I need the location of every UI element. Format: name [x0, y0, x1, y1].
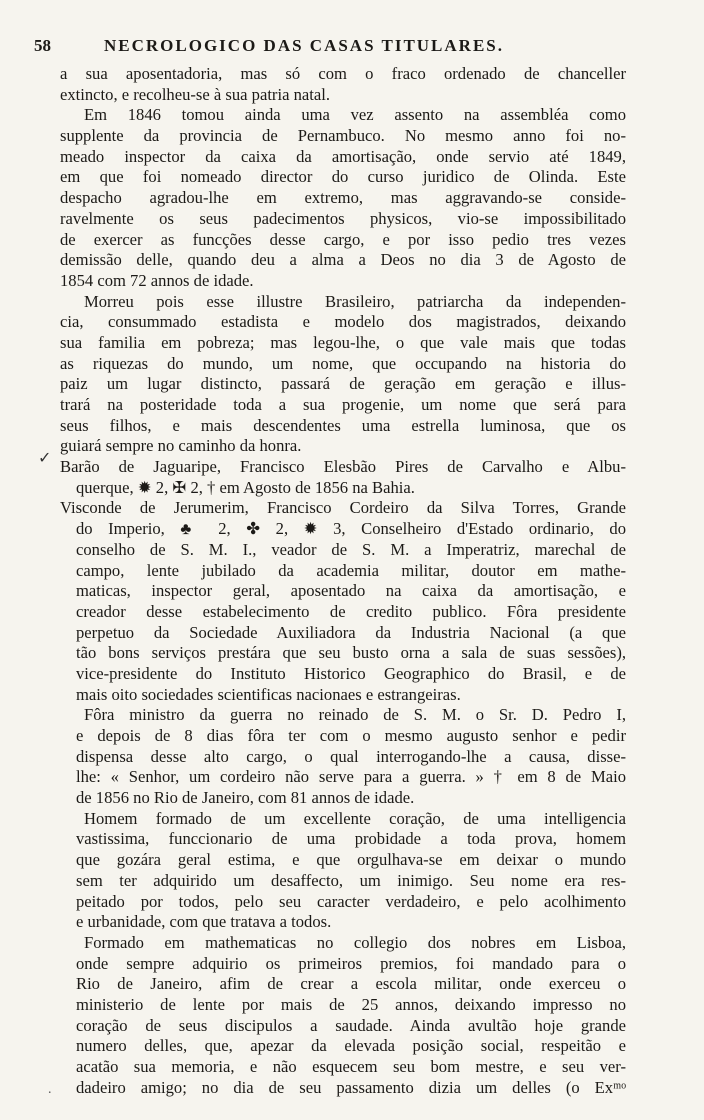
text-line: vastissima, funccionario de uma probidade a toda prova, homem — [76, 829, 626, 849]
text-line: dispensa desse alto cargo, o qual interrogando-lhe a causa, disse- — [76, 746, 626, 766]
text-line: perpetuo da Sociedade Auxiliadora da Industria Nacional (a que — [76, 622, 626, 642]
text-line: que gozára geral estima, e que orgulhava-se em deixar o mundo — [76, 850, 626, 870]
text-line: campo, lente jubilado da academia militar, doutor em mathe- — [76, 560, 626, 580]
text-line: creador desse estabelecimento de credito publico. Fôra presidente — [76, 601, 626, 621]
text-line: querque, ✹ 2, ✠ 2, † em Agosto de 1856 na Bahia. — [76, 477, 415, 497]
text-line: de exercer as funcções desse cargo, e por isso pedio tres vezes — [60, 229, 626, 249]
text-line: acatão sua memoria, e não esquecem seu bom mestre, e seu ver- — [76, 1057, 626, 1076]
text-line: dadeiro amigo; no dia de seu passamento dizia um delles (o Exᵐᵒ — [76, 1077, 626, 1097]
text-line: Em 1846 tomou ainda uma vez assento na assembléa como — [84, 105, 626, 125]
text-line: Morreu pois esse illustre Brasileiro, patriarcha da independen- — [84, 291, 626, 311]
text-line: Homem formado de um excellente coração, de uma intelligencia — [84, 808, 626, 828]
text-line: tão bons serviços prestára que seu busto orna a sala de suas sessões), — [76, 643, 626, 663]
text-line: de 1856 no Rio de Janeiro, com 81 annos de idade. — [76, 788, 415, 808]
text-line: mais oito sociedades scientificas nacionaes e estrangeiras. — [76, 684, 461, 704]
text-line: peitado por todos, pelo seu caracter verdadeiro, e pelo acolhimento — [76, 891, 626, 911]
text-line: ministerio de lente por mais de 25 annos, deixando impresso no — [76, 994, 626, 1014]
running-title: NECROLOGICO DAS CASAS TITULARES. — [104, 36, 504, 55]
text-line: Visconde de Jerumerim, Francisco Cordeiro da Silva Torres, Grande — [60, 498, 626, 518]
text-line: 1854 com 72 annos de idade. — [60, 270, 254, 290]
text-line: conselho de S. M. I., veador de S. M. a Imperatriz, marechal de — [76, 539, 626, 559]
text-line: a sua aposentadoria, mas só com o fraco ordenado de chanceller — [60, 64, 626, 83]
text-line: trará na posteridade toda a sua progenie, um nome que será para — [60, 395, 626, 414]
text-line: meado inspector da caixa da amortisação, onde servio até 1849, — [60, 146, 626, 166]
text-line: paiz um lugar distincto, passará de geração em geração e illus- — [60, 374, 626, 394]
margin-dot: . — [48, 1082, 52, 1097]
text-line: vice-presidente do Instituto Historico Geographico do Brasil, e de — [76, 663, 626, 683]
text-line: demissão delle, quando deu a alma a Deos no dia 3 de Agosto de — [60, 250, 626, 270]
text-line: despacho agradou-lhe em extremo, mas aggravando-se conside- — [60, 188, 626, 208]
text-line: em que foi nomeado director do curso juridico de Olinda. Este — [60, 167, 626, 187]
page-body-text — [60, 64, 626, 1098]
text-line: maticas, inspector geral, aposentado na caixa da amortisação, e — [76, 581, 626, 601]
text-line: extincto, e recolheu-se à sua patria natal. — [60, 84, 330, 104]
text-line: guiará sempre no caminho da honra. — [60, 436, 302, 456]
text-line: as riquezas do mundo, um nome, que occupando na historia do — [60, 353, 626, 373]
text-line: do Imperio, ♣ 2, ✤ 2, ✹ 3, Conselheiro d'Estado ordinario, do — [76, 519, 626, 539]
text-line: seus filhos, e mais descendentes uma estrella luminosa, que os — [60, 415, 626, 435]
text-line: Fôra ministro da guerra no reinado de S. M. o Sr. D. Pedro I, — [84, 705, 626, 725]
text-line: ravelmente os seus padecimentos physicos, vio-se impossibilitado — [60, 208, 626, 228]
page-number: 58 — [34, 36, 51, 55]
text-line: Rio de Janeiro, afim de crear a escola militar, onde exerceu o — [76, 974, 626, 994]
text-line: e urbanidade, com que tratava a todos. — [76, 912, 332, 932]
text-line: onde sempre adquirio os primeiros premios, foi mandado para o — [76, 953, 626, 973]
text-line: numero delles, que, apezar da elevada posição social, respeitão e — [76, 1036, 626, 1056]
text-line: sua familia em pobreza; mas legou-lhe, o que vale mais que todas — [60, 332, 626, 352]
text-line: cia, consummado estadista e modelo dos magistrados, deixando — [60, 312, 626, 332]
text-line: lhe: « Senhor, um cordeiro não serve para a guerra. » † em 8 de Maio — [76, 767, 626, 787]
page-header — [34, 36, 634, 56]
text-line: coração de seus discipulos a saudade. Ainda avultão hoje grande — [76, 1015, 626, 1035]
text-line: sem ter adquirido um desaffecto, um inimigo. Seu nome era res- — [76, 870, 626, 890]
text-line: supplente da provincia de Pernambuco. No mesmo anno foi no- — [60, 126, 626, 146]
text-line: e depois de 8 dias fôra ter com o mesmo augusto senhor e pedir — [76, 726, 626, 745]
margin-check-mark: ✓ — [38, 450, 52, 467]
text-line: Barão de Jaguaripe, Francisco Elesbão Pires de Carvalho e Albu- — [60, 457, 626, 477]
text-line: Formado em mathematicas no collegio dos nobres em Lisboa, — [84, 932, 626, 952]
